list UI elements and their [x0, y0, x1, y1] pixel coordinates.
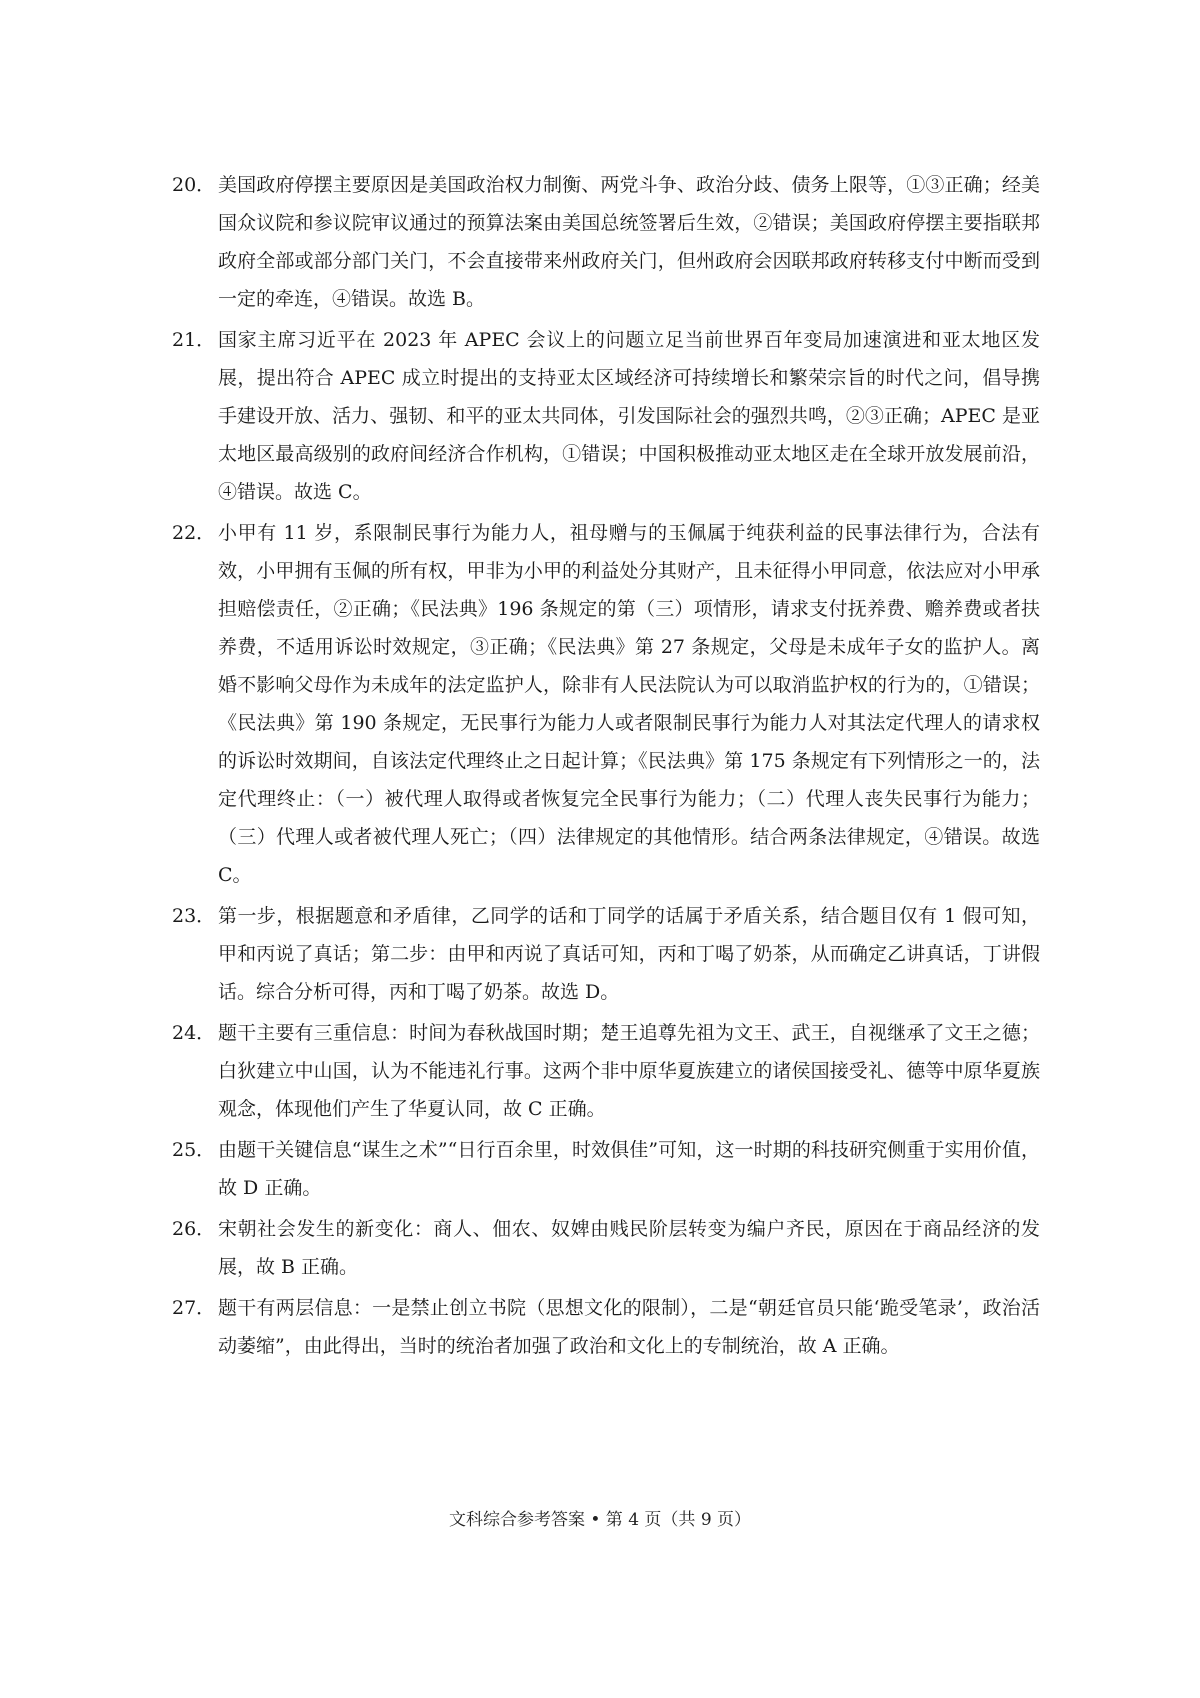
- item-number: 24．: [172, 1022, 216, 1044]
- answer-item-24: [172, 1014, 1040, 1128]
- answer-item-20: [172, 166, 1040, 318]
- answer-item-25: [172, 1131, 1040, 1207]
- answer-item-26: [172, 1210, 1040, 1286]
- item-number: 23．: [172, 905, 216, 927]
- answer-item-22: [172, 514, 1040, 894]
- page-footer: 文科综合参考答案 • 第 4 页（共 9 页）: [448, 1510, 752, 1530]
- item-text: 题干主要有三重信息：时间为春秋战国时期；楚王追尊先祖为文王、武王，自视继承了文王之德；白狄建立中山国，认为不能违礼行事。这两个非中原华夏族建立的诸侯国接受礼、德等中原华夏族观念，体现他们产生了华夏认同，故 C 正确。: [218, 1022, 1040, 1120]
- item-text: 宋朝社会发生的新变化：商人、佃农、奴婢由贱民阶层转变为编户齐民，原因在于商品经济的发展，故 B 正确。: [218, 1218, 1040, 1278]
- item-text: 题干有两层信息：一是禁止创立书院（思想文化的限制），二是“朝廷官员只能‘跪受笔录’，政治活动萎缩”，由此得出，当时的统治者加强了政治和文化上的专制统治，故 A 正确。: [218, 1297, 1040, 1357]
- answer-list: [172, 166, 1040, 1368]
- item-text: 小甲有 11 岁，系限制民事行为能力人，祖母赠与的玉佩属于纯获利益的民事法律行为，合法有效，小甲拥有玉佩的所有权，甲非为小甲的利益处分其财产，且未征得小甲同意，依法应对小甲承担赔偿责任，②正确；《民法典》196 条规定的第（三）项情形，请求支付抚养费、赡养费或者扶养费，不适用诉讼时效规定，③正确；《民法典》第 27 条规定，父母是未成年子女的监护人。离婚不影响父母作为未成年的法定监护人，除非有人民法院认为可以取消监护权的行为的，①错误；《民法典》第 190 条规定，无民事行为能力人或者限制民事行为能力人对其法定代理人的请求权的诉讼时效期间，自该法定代理终止之日起计算；《民法典》第 175 条规定有下列情形之一的，法定代理终止：（一）被代理人取得或者恢复完全民事行为能力；（二）代理人丧失民事行为能力；（三）代理人或者被代理人死亡；（四）法律规定的其他情形。结合两条法律规定，④错误。故选 C。: [218, 522, 1040, 886]
- item-number: 26．: [172, 1218, 216, 1240]
- item-text: 第一步，根据题意和矛盾律，乙同学的话和丁同学的话属于矛盾关系，结合题目仅有 1 假可知，甲和丙说了真话；第二步：由甲和丙说了真话可知，丙和丁喝了奶茶，从而确定乙讲真话，丁讲假话。综合分析可得，丙和丁喝了奶茶。故选 D。: [218, 905, 1040, 1003]
- item-text: 由题干关键信息“谋生之术”“日行百余里，时效俱佳”可知，这一时期的科技研究侧重于实用价值，故 D 正确。: [218, 1139, 1040, 1199]
- item-text: 美国政府停摆主要原因是美国政治权力制衡、两党斗争、政治分歧、债务上限等，①③正确；经美国众议院和参议院审议通过的预算法案由美国总统签署后生效，②错误；美国政府停摆主要指联邦政府全部或部分部门关门，不会直接带来州政府关门，但州政府会因联邦政府转移支付中断而受到一定的牵连，④错误。故选 B。: [218, 174, 1040, 310]
- answer-item-23: [172, 897, 1040, 1011]
- item-number: 27．: [172, 1297, 216, 1319]
- answer-item-27: [172, 1289, 1040, 1365]
- answer-item-21: [172, 321, 1040, 511]
- item-number: 21．: [172, 329, 216, 351]
- item-number: 22．: [172, 522, 216, 544]
- item-number: 20．: [172, 174, 216, 196]
- item-number: 25．: [172, 1139, 216, 1161]
- item-text: 国家主席习近平在 2023 年 APEC 会议上的问题立足当前世界百年变局加速演进和亚太地区发展，提出符合 APEC 成立时提出的支持亚太区域经济可持续增长和繁荣宗旨的时代之问，倡导携手建设开放、活力、强韧、和平的亚太共同体，引发国际社会的强烈共鸣，②③正确；APEC 是亚太地区最高级别的政府间经济合作机构，①错误；中国积极推动亚太地区走在全球开放发展前沿，④错误。故选 C。: [218, 329, 1040, 503]
